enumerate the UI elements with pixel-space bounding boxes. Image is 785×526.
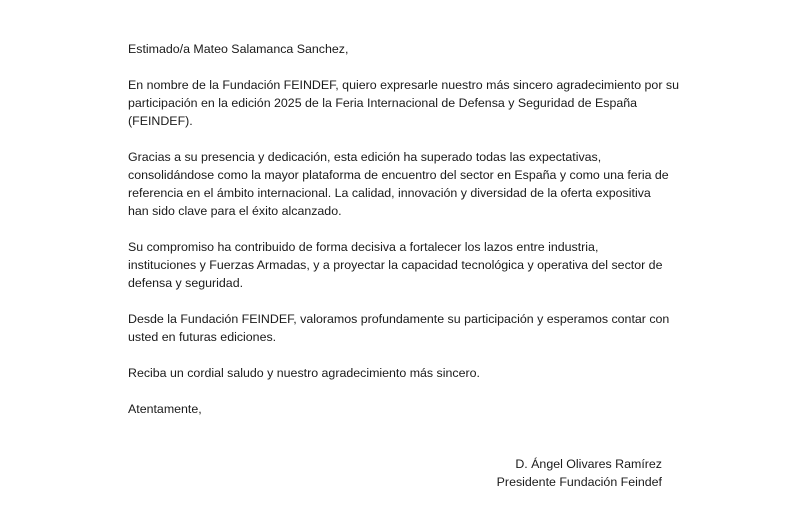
paragraph-line: Gracias a su presencia y dedicación, esta edición ha superado todas las expectativas,	[128, 150, 602, 164]
paragraph-line: referencia en el ámbito internacional. La calidad, innovación y diversidad de la oferta expositiva	[128, 186, 651, 200]
paragraph-success	[128, 148, 669, 220]
letter-body	[128, 40, 679, 436]
paragraph-line: Desde la Fundación FEINDEF, valoramos profundamente su participación y esperamos contar con	[128, 312, 670, 326]
paragraph-line: En nombre de la Fundación FEINDEF, quiero expresarle nuestro más sincero agradecimiento por su	[128, 78, 679, 92]
paragraph-line: han sido clave para el éxito alcanzado.	[128, 204, 342, 218]
paragraph-line: Su compromiso ha contribuido de forma decisiva a fortalecer los lazos entre industria,	[128, 240, 599, 254]
signature-block	[497, 455, 662, 491]
paragraph-future	[128, 310, 670, 346]
closing-text: Atentamente,	[128, 402, 202, 416]
paragraph-line: defensa y seguridad.	[128, 276, 244, 290]
paragraph-line: usted en futuras ediciones.	[128, 330, 277, 344]
paragraph-line: consolidándose como la mayor plataforma de encuentro del sector en España y como una feria de	[128, 168, 669, 182]
paragraph-line: instituciones y Fuerzas Armadas, y a proyectar la capacidad tecnológica y operativa del sector de	[128, 258, 663, 272]
paragraph-commitment	[128, 238, 663, 292]
paragraph-line: Reciba un cordial saludo y nuestro agradecimiento más sincero.	[128, 366, 480, 380]
paragraph-line: (FEINDEF).	[128, 114, 193, 128]
signature-title: Presidente Fundación Feindef	[496, 475, 662, 489]
greeting	[128, 40, 663, 58]
paragraph-regards	[128, 364, 663, 382]
greeting-text: Estimado/a Mateo Salamanca Sanchez,	[128, 42, 349, 56]
paragraph-line: participación en la edición 2025 de la Feria Internacional de Defensa y Seguridad de España	[128, 96, 638, 110]
closing	[128, 400, 663, 418]
signature-name: D. Ángel Olivares Ramírez	[515, 457, 662, 471]
paragraph-thanks	[128, 76, 679, 130]
